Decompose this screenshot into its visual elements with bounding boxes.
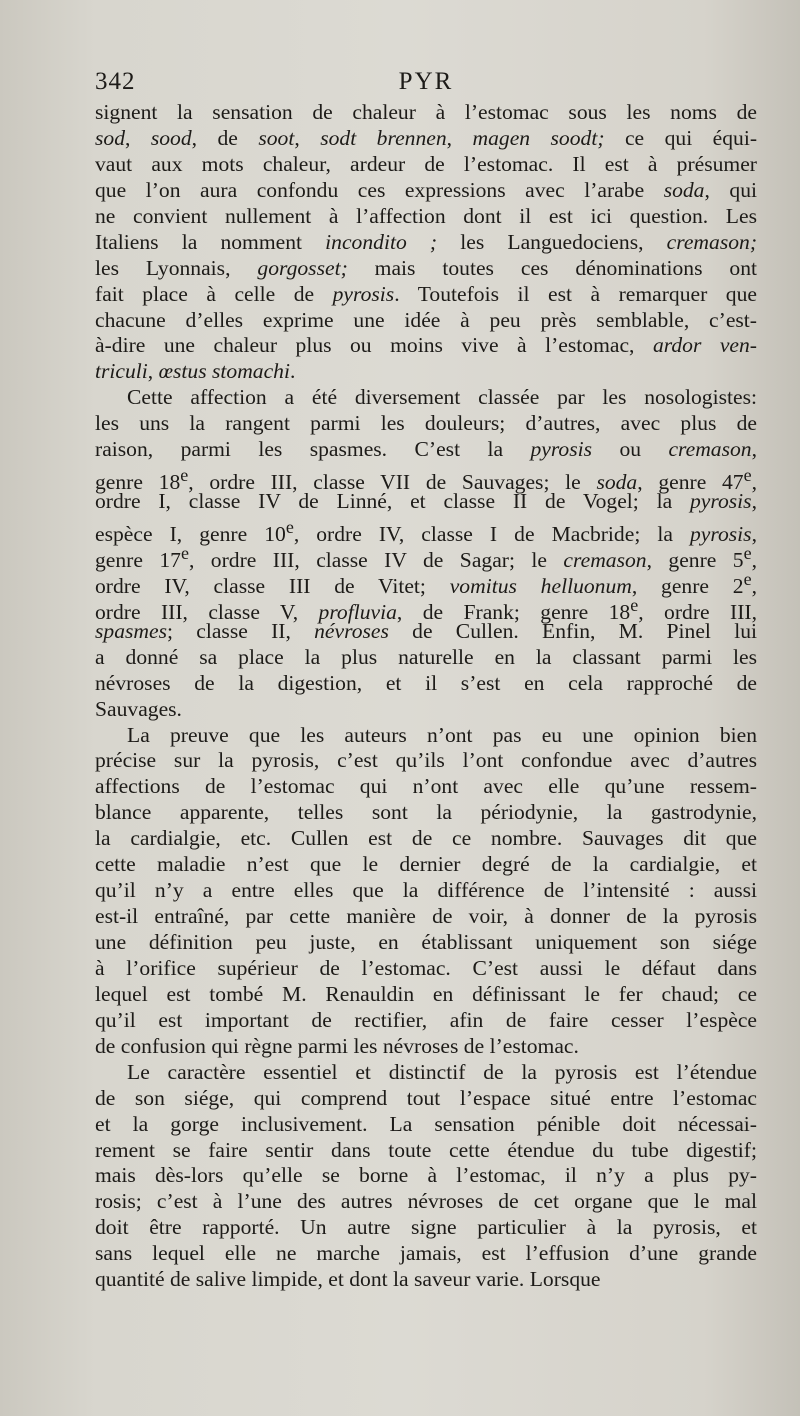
paragraph: [95, 385, 757, 722]
text-line: doit être rapporté. Un autre signe particulier à la pyrosis, et: [95, 1215, 757, 1240]
text-line: est-il entraîné, par cette manière de voir, à donner de la pyrosis: [95, 904, 757, 929]
text-line: cette maladie n’est que le dernier degré de la cardialgie, et: [95, 852, 757, 877]
text-line: vaut aux mots chaleur, ardeur de l’estomac. Il est à présumer: [95, 151, 757, 176]
text-line: ordre III, classe V, profluvia, de Frank; genre 18e, ordre III,: [95, 594, 757, 624]
text-line: Cette affection a été diversement classée par les nosologistes:: [127, 385, 757, 410]
text-line: affections de l’estomac qui n’ont avec elle qu’une ressem-: [95, 774, 757, 799]
paragraph: [95, 100, 757, 385]
text-line: spasmes; classe II, névroses de Cullen. Enfin, M. Pinel lui: [95, 618, 757, 643]
text-line: rosis; c’est à l’une des autres névroses de cet organe que le mal: [95, 1189, 757, 1214]
text-line: blance apparente, telles sont la périodynie, la gastrodynie,: [95, 800, 757, 825]
text-line: Le caractère essentiel et distinctif de la pyrosis est l’étendue: [127, 1059, 757, 1084]
text-line: sod, sood, de soot, sodt brennen, magen soodt; ce qui équi-: [95, 125, 758, 150]
text-line: genre 17e, ordre III, classe IV de Sagar; le cremason, genre 5e,: [95, 542, 758, 573]
text-line: ordre I, classe IV de Linné, et classe II de Vogel; la pyrosis,: [95, 489, 757, 514]
text-line: a donné sa place la plus naturelle en la classant parmi les: [95, 644, 757, 669]
text-line: de son siége, qui comprend tout l’espace situé entre l’estomac: [95, 1085, 757, 1110]
text-line: quantité de salive limpide, et dont la saveur varie. Lorsque: [95, 1267, 601, 1292]
text-line: ordre IV, classe III de Vitet; vomitus helluonum, genre 2e,: [95, 568, 757, 599]
text-line: mais dès-lors qu’elle se borne à l’estomac, il n’y a plus py-: [95, 1163, 757, 1188]
page-number: 342: [95, 68, 136, 95]
text-line: triculi, œstus stomachi.: [95, 359, 296, 384]
paragraph: [95, 1060, 757, 1293]
text-line: que l’on aura confondu ces expressions avec l’arabe soda, qui: [95, 177, 757, 202]
text-line: ne convient nullement à l’affection dont il est ici question. Les: [95, 203, 757, 228]
text-line: à l’orifice supérieur de l’estomac. C’est aussi le défaut dans: [95, 955, 757, 980]
text-line: une définition peu juste, en établissant uniquement son siége: [95, 930, 757, 954]
text-line: signent la sensation de chaleur à l’estomac sous les noms de: [95, 100, 757, 124]
text-line: les Lyonnais, gorgosset; mais toutes ces dénominations ont: [95, 255, 758, 280]
text-line: sans lequel elle ne marche jamais, est l’effusion d’une grande: [95, 1241, 757, 1266]
text-line: et la gorge inclusivement. La sensation pénible doit nécessai-: [95, 1111, 757, 1136]
text-line: espèce I, genre 10e, ordre IV, classe I de Macbride; la pyrosis,: [95, 517, 757, 547]
text-line: Sauvages.: [95, 696, 182, 721]
text-line: qu’il est important de rectifier, afin de faire cesser l’espèce: [95, 1007, 757, 1032]
text-line: fait place à celle de pyrosis. Toutefois il est à remarquer que: [95, 281, 757, 306]
text-line: qu’il n’y a entre elles que la différence de l’intensité : aussi: [95, 878, 757, 903]
text-line: La preuve que les auteurs n’ont pas eu une opinion bien: [127, 722, 757, 747]
text-line: à-dire une chaleur plus ou moins vive à l’estomac, ardor ven-: [95, 333, 757, 358]
paragraph: [95, 723, 757, 1060]
text-line: genre 18e, ordre III, classe VII de Sauvages; le soda, genre 47e,: [95, 465, 757, 495]
page-header: [95, 62, 757, 102]
text-line: Italiens la nomment incondito ; les Languedociens, cremason;: [95, 229, 758, 254]
text-line: chacune d’elles exprime une idée à peu près semblable, c’est-: [95, 307, 757, 332]
text-line: lequel est tombé M. Renauldin en définissant le fer chaud; ce: [95, 981, 757, 1006]
text-line: la cardialgie, etc. Cullen est de ce nombre. Sauvages dit que: [95, 826, 757, 851]
text-line: précise sur la pyrosis, c’est qu’ils l’ont confondue avec d’autres: [95, 748, 757, 773]
body-text: [95, 100, 757, 1293]
running-head: PYR: [398, 68, 454, 95]
text-line: les uns la rangent parmi les douleurs; d’autres, avec plus de: [95, 411, 757, 436]
text-line: rement se faire sentir dans toute cette étendue du tube digestif;: [95, 1137, 757, 1162]
text-line: de confusion qui règne parmi les névroses de l’estomac.: [95, 1033, 579, 1058]
text-line: raison, parmi les spasmes. C’est la pyrosis ou cremason,: [95, 437, 758, 462]
text-line: névroses de la digestion, et il s’est en cela rapproché de: [95, 670, 757, 695]
